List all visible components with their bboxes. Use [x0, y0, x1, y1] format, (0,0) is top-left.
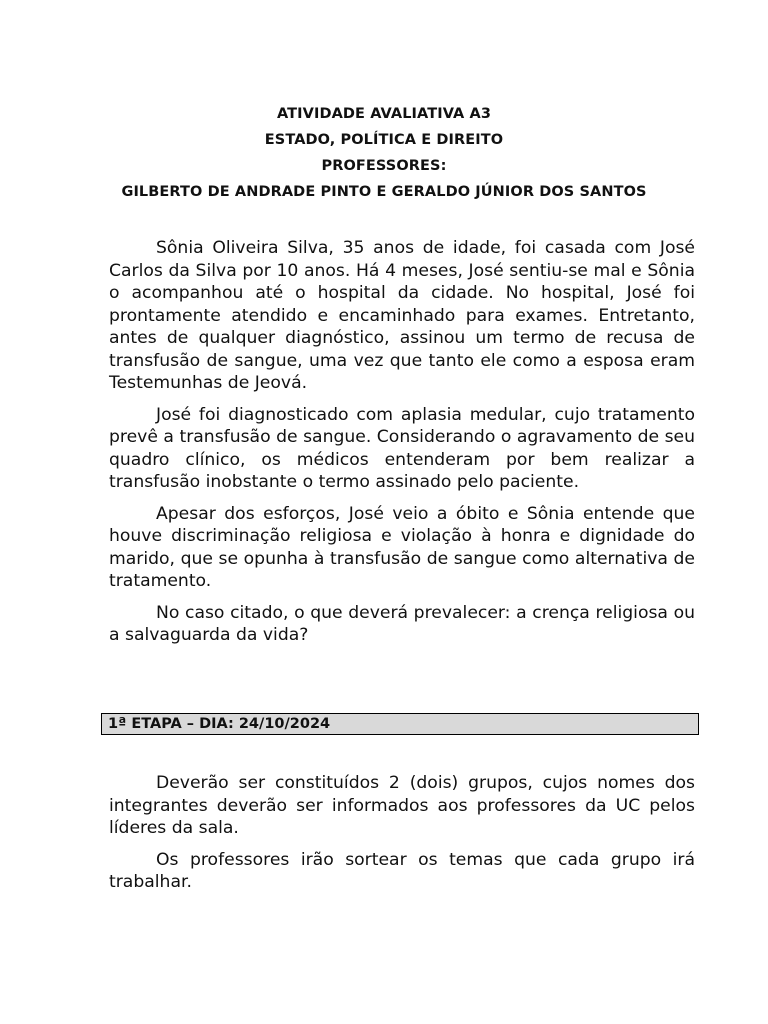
stage-paragraph: Os professores irão sortear os temas que cada grupo irá trabalhar.: [109, 849, 695, 892]
case-paragraph: Apesar dos esforços, José veio a óbito e Sônia entende que houve discriminação religiosa e violação à honra e dignidade do marido, que se opunha à transfusão de sangue como alternativa de tratamento.: [109, 503, 695, 591]
course-subject: ESTADO, POLÍTICA E DIREITO: [264, 132, 504, 148]
document-title: ATIVIDADE AVALIATIVA A3: [276, 106, 492, 122]
case-paragraph: Sônia Oliveira Silva, 35 anos de idade, foi casada com José Carlos da Silva por 10 anos. Há 4 meses, José sentiu-se mal e Sônia o acompanhou até o hospital da cidade. No hospital, José foi prontamente atendido e encaminhado para exames. Entretanto, antes de qualquer diagnóstico, assinou um termo de recusa de transfusão de sangue, uma vez que tanto ele como a esposa eram Testemunhas de Jeová.: [109, 238, 695, 393]
document-header: [0, 101, 768, 205]
professors-label: PROFESSORES:: [321, 158, 447, 174]
stage-paragraph: Deverão ser constituídos 2 (dois) grupos, cujos nomes dos integrantes deverão ser informados aos professores da UC pelos líderes da sala.: [109, 773, 695, 838]
stage-instructions: [109, 772, 695, 903]
professors-names: GILBERTO DE ANDRADE PINTO E GERALDO JÚNIOR DOS SANTOS: [121, 184, 647, 200]
case-question: No caso citado, o que deverá prevalecer: a crença religiosa ou a salvaguarda da vida?: [109, 602, 695, 645]
case-paragraph: José foi diagnosticado com aplasia medular, cujo tratamento prevê a transfusão de sangue. Considerando o agravamento de seu quadro clínico, os médicos entenderam por bem realizar a transfusão inobstante o termo assinado pelo paciente.: [109, 404, 695, 492]
stage-heading: 1ª ETAPA – DIA: 24/10/2024: [101, 713, 699, 735]
case-description: [109, 237, 695, 656]
